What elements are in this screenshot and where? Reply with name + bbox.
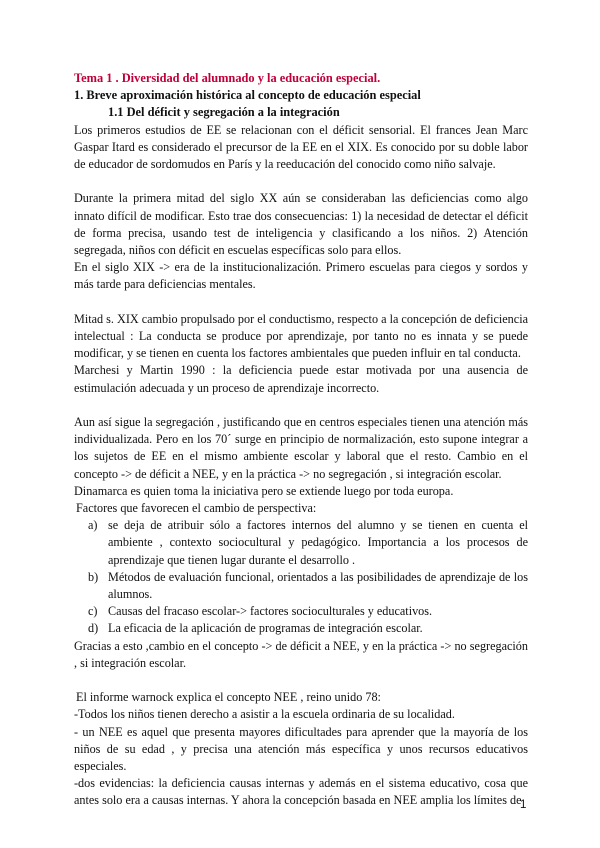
paragraph: Mitad s. XIX cambio propulsado por el conductismo, respecto a la concepción de deficiencia intelectual : La conducta se produce por aprendizaje, por tanto no es innata y se puede modificar, y se tienen en cuenta los factores ambientales que pueden influir en tal conducta.	[74, 311, 528, 361]
list-item-text: Métodos de evaluación funcional, orientados a las posibilidades de aprendizaje de los alumnos.	[108, 569, 528, 602]
list-item	[74, 517, 528, 569]
paragraph: Los primeros estudios de EE se relacionan con el déficit sensorial. El frances Jean Marc Gaspar Itard es considerado el precursor de la EE en el XIX. Es conocido por su doble labor de educador de sordomudos en París y la reeducación del conocido como niño salvaje.	[74, 122, 528, 172]
document-title: Tema 1 . Diversidad del alumnado y la educación especial.	[74, 71, 381, 85]
paragraph: Factores que favorecen el cambio de perspectiva:	[76, 501, 317, 516]
list-item	[74, 569, 528, 603]
paragraph: - un NEE es aquel que presenta mayores dificultades para aprender que la mayoría de los niños de su edad , y precisa una atención más específica y unos recursos educativos especiales.	[74, 724, 528, 774]
section-heading: 1. Breve aproximación histórica al concepto de educación especial	[74, 88, 421, 103]
list-item-text: Causas del fracaso escolar-> factores socioculturales y educativos.	[108, 604, 433, 619]
list-marker: d)	[88, 621, 99, 636]
paragraph: Gracias a esto ,cambio en el concepto -> de déficit a NEE, y en la práctica -> no segregación , si integración escolar.	[74, 638, 528, 670]
paragraph: Dinamarca es quien toma la iniciativa pero se extiende luego por toda europa.	[74, 483, 454, 498]
paragraph: -dos evidencias: la deficiencia causas internas y además en el sistema educativo, cosa que antes solo era a causas internas. Y ahora la concepción basada en NEE amplia los límites de	[74, 776, 528, 808]
list-item-text: se deja de atribuir sólo a factores internos del alumno y se tienen en cuenta el ambiente , contexto sociocultural y pedagógico. Importancia a los procesos de aprendizaje que tienen lugar durante el desarrollo .	[108, 518, 528, 567]
paragraph: Aun así sigue la segregación , justificando que en centros especiales tienen una atención más individualizada. Pero en los 70´ surge en principio de normalización, esto supone integrar a los sujetos de EE en el mismo ambiente escolar y laboral que el resto. Cambio en el concepto -> de déficit a NEE, y en la práctica -> no segregación , si integración escolar.	[74, 415, 528, 481]
page-number: 1	[520, 799, 527, 811]
list-marker: b)	[88, 569, 99, 584]
paragraph: Marchesi y Martin 1990 : la deficiencia puede estar motivada por una ausencia de estimulación adecuada y un proceso de aprendizaje incorrecto.	[74, 363, 528, 395]
paragraph: Durante la primera mitad del siglo XX aún se consideraban las deficiencias como algo innato difícil de modificar. Esto trae dos consecuencias: 1) la necesidad de detectar el déficit de forma precisa, usando test de inteligencia y clasificando a los niños. 2) Atención segregada, niños con déficit en escuelas específicas solo para ellos.	[74, 191, 528, 258]
paragraph: El informe warnock explica el concepto NEE , reino unido 78:	[76, 690, 381, 705]
list-marker: a)	[88, 518, 98, 533]
subsection-heading: 1.1 Del déficit y segregación a la integración	[108, 105, 340, 120]
list-item-text: La eficacia de la aplicación de programas de integración escolar.	[108, 621, 423, 636]
paragraph: En el siglo XIX -> era de la institucionalización. Primero escuelas para ciegos y sordos y más tarde para deficiencias mentales.	[74, 260, 528, 292]
list-item	[74, 603, 528, 620]
paragraph: -Todos los niños tienen derecho a asistir a la escuela ordinaria de su localidad.	[74, 707, 455, 722]
list-marker: c)	[88, 604, 98, 619]
list-item	[74, 620, 528, 637]
document-body	[74, 70, 528, 810]
factor-list	[74, 517, 528, 637]
